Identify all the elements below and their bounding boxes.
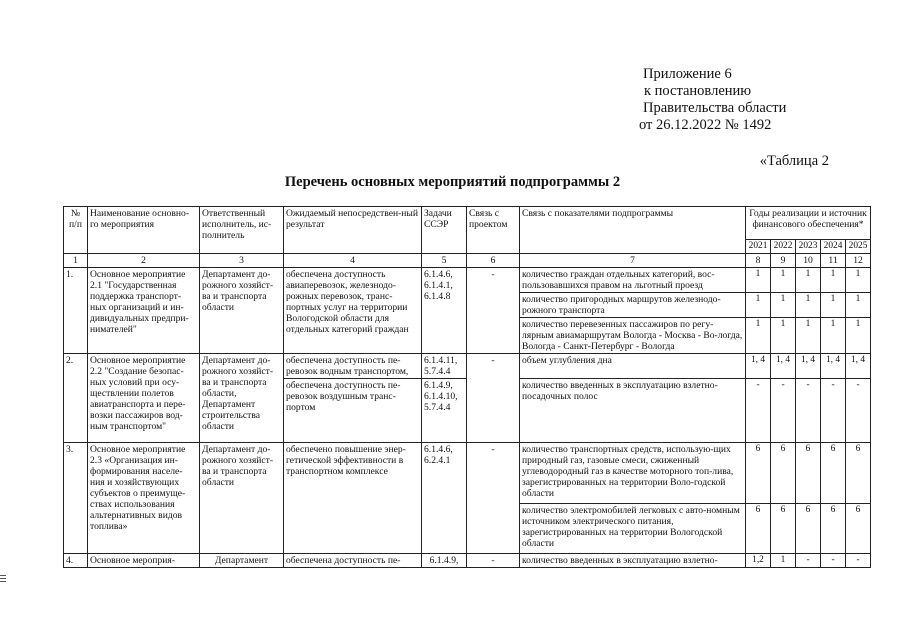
year-value: 6 [771,443,796,504]
column-number: 1 [64,254,88,268]
measure-name: Основное мероприятие 2.1 "Государственная поддержка транспорт-ных организаций и ин-дивидуальных предпри-нимателей" [88,268,200,354]
year-value: 1, 4 [746,354,771,379]
sser-tasks: 6.1.4.11, 5.7.4.4 [422,354,467,379]
project-link: - [467,554,520,568]
col-link-header: Связь с проектом [467,207,520,254]
year-value: 6 [796,504,821,554]
table-row [64,443,871,504]
year-cell: 2021 [746,240,771,254]
column-number: 9 [771,254,796,268]
column-number: 7 [520,254,746,268]
row-number: 2. [64,354,88,443]
year-value: - [821,379,846,443]
expected-result: обеспечена доступность пе-ревозок водным транспортом, [284,354,422,379]
header-line-3: Правительства области [643,100,787,116]
year-value: 6 [771,504,796,554]
project-link: - [467,268,520,354]
column-number: 6 [467,254,520,268]
sser-tasks: 6.1.4.9, [422,554,467,568]
column-numbers-row [64,254,871,268]
indicator: количество граждан отдельных категорий, вос-пользовавшихся правом на льготный проезд [520,268,746,293]
year-value: - [821,554,846,568]
header-line-2: к постановлению [644,83,752,99]
indicator: количество пригородных маршрутов железнодо-рожного транспорта [520,293,746,318]
year-value: 1 [771,268,796,293]
responsible-executor: Департамент до-рожного хозяйст-ва и транспорта области [200,443,284,554]
responsible-executor: Департамент [200,554,284,568]
year-value: - [796,554,821,568]
year-value: 6 [746,443,771,504]
sser-tasks: 6.1.4.6, 6.2.4.1 [422,443,467,554]
year-value: 1, 4 [821,354,846,379]
col-indicators-header: Связь с показателями подпрограммы [520,207,746,254]
year-cell: 2025 [846,240,871,254]
year-value: 6 [796,443,821,504]
year-value: - [796,379,821,443]
expected-result: обеспечена доступность авиаперевозок, железнодо-рожных перевозок, транс-портных услуг на территории Вологодской области для отдельных категорий граждан [284,268,422,354]
table-row [64,268,871,293]
col-exec-header: Ответственный исполнитель, ис-полнитель [200,207,284,254]
row-number: 1. [64,268,88,354]
table-row [64,354,871,379]
column-number: 11 [821,254,846,268]
approval-header [639,66,787,134]
year-value: 1 [771,554,796,568]
expected-result: обеспечена доступность пе- [284,554,422,568]
year-value: 1, 4 [796,354,821,379]
row-number: 3. [64,443,88,554]
expected-result: обеспечена доступность пе-ревозок воздушным транс-портом [284,379,422,443]
year-cell: 2024 [821,240,846,254]
year-value: 1 [796,318,821,354]
col-result-header: Ожидаемый непосредствен-ный результат [284,207,422,254]
row-number: 4. [64,554,88,568]
year-value: 1 [796,268,821,293]
year-value: 6 [821,504,846,554]
year-value: 6 [846,504,871,554]
header-line-1: Приложение 6 [643,66,732,82]
column-number: 4 [284,254,422,268]
year-value: 1, 4 [771,354,796,379]
col-years-header: Годы реализации и источник финансового обеспечения* [746,207,871,240]
year-value: - [846,379,871,443]
year-value: 1 [796,293,821,318]
year-value: 6 [821,443,846,504]
year-value: 1 [821,293,846,318]
column-number: 3 [200,254,284,268]
indicator: количество транспортных средств, использую-щих природный газ, газовые смеси, сжиженный углеводородный газ в качестве моторного топ-лива, зарегистрированных на территории Воло-годской области [520,443,746,504]
year-value: - [771,379,796,443]
year-value: 6 [746,504,771,554]
year-value: 1 [846,293,871,318]
sser-tasks: 6.1.4.6, 6.1.4.1, 6.1.4.8 [422,268,467,354]
measures-table [63,206,871,568]
margin-mark [0,575,6,584]
col-tasks-header: Задачи ССЭР [422,207,467,254]
year-value: 1 [771,293,796,318]
year-cell: 2023 [796,240,821,254]
indicator: количество перевезенных пассажиров по регу-лярным авиамаршрутам Вологда - Москва - Во-логда, Вологда - Санкт-Петербург - Вологда [520,318,746,354]
year-value: 6 [846,443,871,504]
header-line-4: от 26.12.2022 № 1492 [639,117,772,133]
project-link: - [467,354,520,443]
measure-name: Основное мероприя- [88,554,200,568]
column-number: 2 [88,254,200,268]
responsible-executor: Департамент до-рожного хозяйст-ва и транспорта области, Департамент строительства области [200,354,284,443]
year-value: 1, 4 [846,354,871,379]
header-row [64,207,871,240]
year-value: 1 [746,268,771,293]
year-value: 1 [821,268,846,293]
year-value: 1,2 [746,554,771,568]
indicator: объем углубления дна [520,354,746,379]
indicator: количество электромобилей легковых с авто-номным источником электрического питания, зарегистрированных на территории Вологодской области [520,504,746,554]
measure-name: Основное мероприятие 2.2 "Создание безопас-ных условий при осу-ществлении полетов авиатранспорта и пере-возки пассажиров вод-ным транспортом" [88,354,200,443]
document-title: Перечень основных мероприятий подпрограммы 2 [284,174,621,190]
year-value: - [846,554,871,568]
col-num-header: № п/п [64,207,88,254]
sser-tasks: 6.1.4.9, 6.1.4.10, 5.7.4.4 [422,379,467,443]
measure-name: Основное мероприятие 2.3 «Организация ин-формирования населе-ния и хозяйствующих субъектов о преимуще-ствах использования альтернативных видов топлива» [88,443,200,554]
table-label: «Таблица 2 [759,153,829,169]
year-value: 1 [821,318,846,354]
indicator: количество введенных в эксплуатацию взлетно-посадочных полос [520,379,746,443]
table-row [64,554,871,568]
indicator: количество введенных в эксплуатацию взлетно- [520,554,746,568]
column-number: 10 [796,254,821,268]
column-number: 5 [422,254,467,268]
year-value: 1 [746,318,771,354]
col-name-header: Наименование основно-го мероприятия [88,207,200,254]
column-number: 12 [846,254,871,268]
expected-result: обеспечено повышение энер-гетической эффективности в транспортном комплексе [284,443,422,554]
year-value: - [746,379,771,443]
column-number: 8 [746,254,771,268]
year-value: 1 [771,318,796,354]
year-value: 1 [746,293,771,318]
year-value: 1 [846,268,871,293]
responsible-executor: Департамент до-рожного хозяйст-ва и транспорта области [200,268,284,354]
project-link: - [467,443,520,554]
year-value: 1 [846,318,871,354]
year-cell: 2022 [771,240,796,254]
